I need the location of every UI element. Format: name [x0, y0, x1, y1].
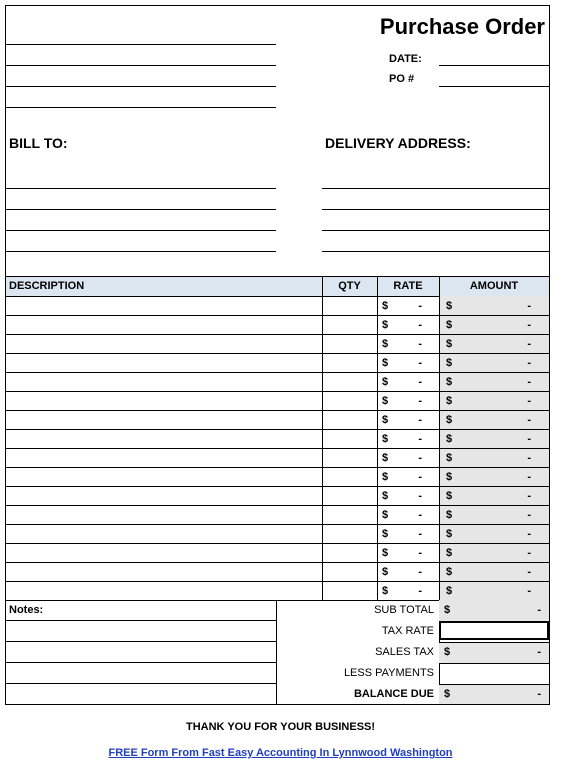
- items-table-header: [6, 276, 549, 297]
- amount-value: -: [527, 509, 531, 521]
- amount-value: -: [527, 319, 531, 331]
- rate-value: -: [418, 585, 422, 597]
- amount-value: -: [527, 452, 531, 464]
- rate-value: -: [418, 509, 422, 521]
- rate-currency: $: [382, 338, 389, 350]
- rate-divider: [377, 276, 378, 600]
- amount-value: -: [527, 528, 531, 540]
- amount-value: -: [527, 471, 531, 483]
- bill-to-line-2[interactable]: [6, 209, 276, 210]
- amount-value: -: [527, 490, 531, 502]
- rate-currency: $: [382, 319, 389, 331]
- rate-currency: $: [382, 585, 389, 597]
- description-header: DESCRIPTION: [9, 280, 85, 292]
- balance-value: -: [537, 688, 541, 700]
- amount-currency: $: [446, 433, 453, 445]
- notes-label: Notes:: [9, 604, 44, 616]
- bill-to-line-4[interactable]: [6, 251, 276, 252]
- amount-currency: $: [446, 490, 453, 502]
- amount-currency: $: [446, 338, 453, 350]
- rate-value: -: [418, 547, 422, 559]
- amount-currency: $: [446, 566, 453, 578]
- rate-value: -: [418, 433, 422, 445]
- delivery-line-4[interactable]: [322, 251, 549, 252]
- rate-currency: $: [382, 376, 389, 388]
- rate-currency: $: [382, 452, 389, 464]
- rate-value: -: [418, 357, 422, 369]
- amount-value: -: [527, 566, 531, 578]
- summary-line-1: [439, 621, 549, 622]
- amount-currency: $: [446, 452, 453, 464]
- table-row[interactable]: [6, 429, 549, 448]
- bill-to-line-1[interactable]: [6, 188, 276, 189]
- table-row[interactable]: [6, 353, 549, 372]
- tax-rate-label: TAX RATE: [381, 625, 434, 637]
- rate-currency: $: [382, 566, 389, 578]
- table-row[interactable]: [6, 296, 549, 315]
- amount-currency: $: [446, 528, 453, 540]
- amount-value: -: [527, 338, 531, 350]
- amount-currency: $: [446, 509, 453, 521]
- summary-line-2: [439, 642, 549, 643]
- balance-due-cell: [439, 684, 549, 704]
- table-row[interactable]: [6, 543, 549, 562]
- amount-value: -: [527, 376, 531, 388]
- amount-value: -: [527, 395, 531, 407]
- amount-header: AMOUNT: [469, 280, 519, 292]
- amount-value: -: [527, 414, 531, 426]
- table-row[interactable]: [6, 448, 549, 467]
- table-row[interactable]: [6, 505, 549, 524]
- rate-currency: $: [382, 528, 389, 540]
- sales-tax-value: -: [537, 646, 541, 658]
- subtotal-value: -: [537, 604, 541, 616]
- rate-currency: $: [382, 414, 389, 426]
- rate-currency: $: [382, 357, 389, 369]
- sales-tax-cell: [439, 642, 549, 663]
- balance-currency: $: [444, 688, 451, 700]
- rate-currency: $: [382, 490, 389, 502]
- amount-value: -: [527, 585, 531, 597]
- qty-header: QTY: [338, 280, 361, 292]
- notes-line-2[interactable]: [6, 641, 276, 642]
- rate-value: -: [418, 338, 422, 350]
- table-row[interactable]: [6, 372, 549, 391]
- rate-value: -: [418, 319, 422, 331]
- po-label: PO #: [389, 73, 415, 85]
- table-row[interactable]: [6, 486, 549, 505]
- qty-divider: [322, 276, 323, 600]
- tax-rate-input[interactable]: [439, 621, 549, 640]
- amount-currency: $: [446, 357, 453, 369]
- rate-value: -: [418, 414, 422, 426]
- amount-currency: $: [446, 414, 453, 426]
- rate-value: -: [418, 452, 422, 464]
- amount-currency: $: [446, 395, 453, 407]
- company-line-4[interactable]: [6, 107, 276, 108]
- table-row[interactable]: [6, 581, 549, 600]
- less-payments-label: LESS PAYMENTS: [343, 667, 434, 679]
- date-label: DATE:: [389, 53, 422, 65]
- amount-value: -: [527, 357, 531, 369]
- delivery-line-3[interactable]: [322, 230, 549, 231]
- rate-value: -: [418, 471, 422, 483]
- bill-to-line-3[interactable]: [6, 230, 276, 231]
- amount-currency: $: [446, 319, 453, 331]
- rate-currency: $: [382, 395, 389, 407]
- purchase-order-form: [5, 5, 550, 705]
- free-form-link[interactable]: FREE Form From Fast Easy Accounting In Lynnwood Washington: [108, 747, 453, 759]
- table-row[interactable]: [6, 467, 549, 486]
- rate-currency: $: [382, 509, 389, 521]
- amount-currency: $: [446, 376, 453, 388]
- rate-currency: $: [382, 300, 389, 312]
- rate-value: -: [418, 490, 422, 502]
- subtotal-currency: $: [444, 604, 451, 616]
- balance-due-label: BALANCE DUE: [353, 688, 434, 700]
- date-field[interactable]: [439, 65, 549, 66]
- company-line-1[interactable]: [6, 44, 276, 45]
- thank-you-text: THANK YOU FOR YOUR BUSINESS!: [185, 721, 376, 733]
- rate-currency: $: [382, 547, 389, 559]
- table-row[interactable]: [6, 391, 549, 410]
- amount-currency: $: [446, 300, 453, 312]
- amount-value: -: [527, 547, 531, 559]
- summary-line-4: [439, 684, 549, 685]
- po-field[interactable]: [439, 86, 549, 87]
- rate-header: RATE: [393, 280, 423, 292]
- notes-line-1[interactable]: [6, 620, 276, 621]
- sales-tax-label: SALES TAX: [375, 646, 434, 658]
- rate-currency: $: [382, 433, 389, 445]
- notes-line-3[interactable]: [6, 662, 276, 663]
- rate-value: -: [418, 528, 422, 540]
- amount-currency: $: [446, 471, 453, 483]
- company-line-2[interactable]: [6, 65, 276, 66]
- summary-line-3: [439, 663, 549, 664]
- rate-value: -: [418, 300, 422, 312]
- delivery-line-2[interactable]: [322, 209, 549, 210]
- sales-tax-currency: $: [444, 646, 451, 658]
- amount-currency: $: [446, 585, 453, 597]
- bill-to-label: BILL TO:: [9, 135, 68, 151]
- subtotal-cell: [439, 600, 549, 621]
- notes-line-4[interactable]: [6, 683, 276, 684]
- rate-value: -: [418, 566, 422, 578]
- rate-value: -: [418, 376, 422, 388]
- rate-value: -: [418, 395, 422, 407]
- amount-currency: $: [446, 547, 453, 559]
- amount-value: -: [527, 300, 531, 312]
- delivery-address-label: DELIVERY ADDRESS:: [325, 135, 471, 151]
- table-row[interactable]: [6, 334, 549, 353]
- table-row[interactable]: [6, 524, 549, 543]
- table-row[interactable]: [6, 562, 549, 581]
- company-line-3[interactable]: [6, 86, 276, 87]
- delivery-line-1[interactable]: [322, 188, 549, 189]
- subtotal-label: SUB TOTAL: [374, 604, 434, 616]
- amount-value: -: [527, 433, 531, 445]
- table-row[interactable]: [6, 315, 549, 334]
- rate-currency: $: [382, 471, 389, 483]
- table-row[interactable]: [6, 410, 549, 429]
- page-title: Purchase Order: [379, 14, 545, 39]
